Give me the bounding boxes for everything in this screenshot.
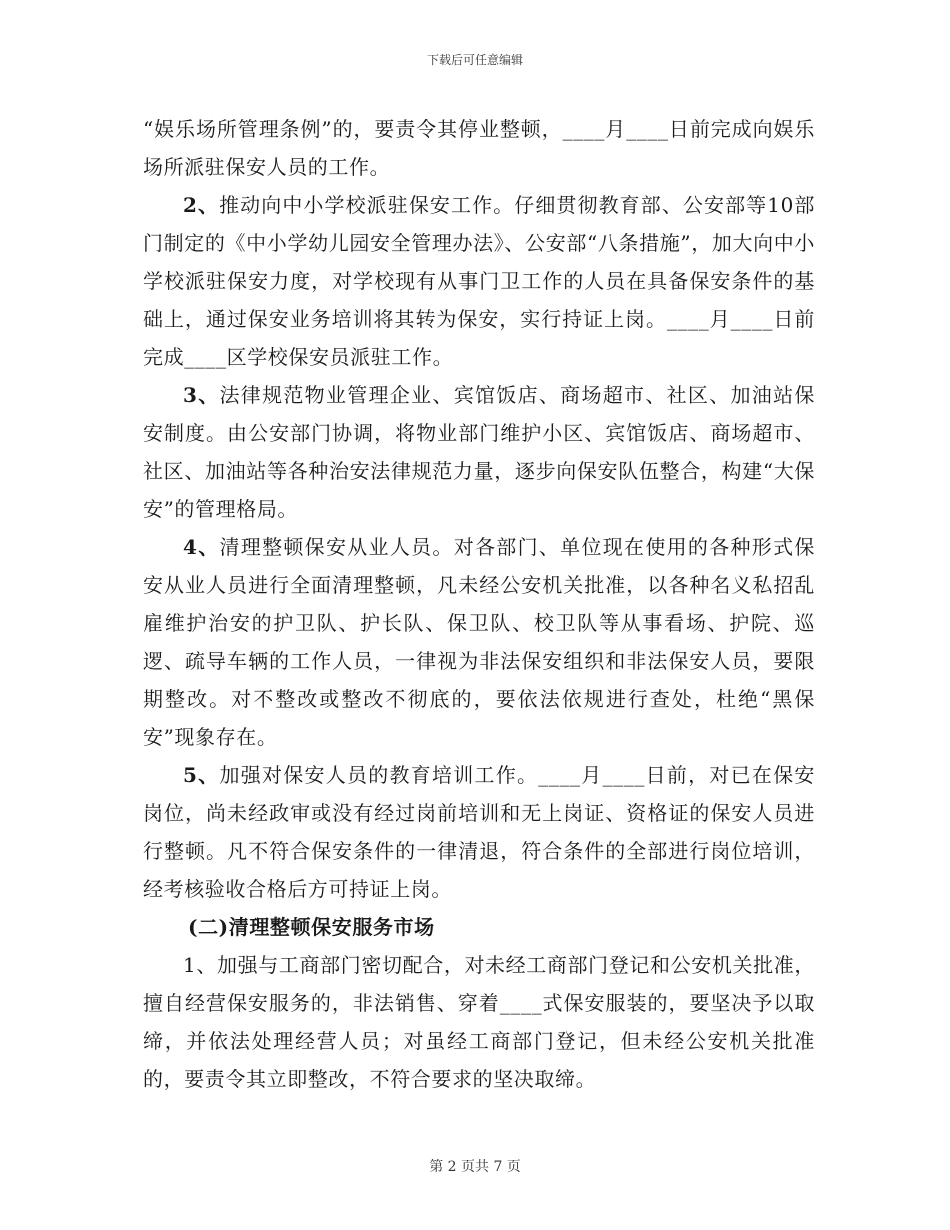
page-footer: 第 2 页共 7 页 <box>429 1159 521 1175</box>
item-number: 4、 <box>183 535 220 559</box>
item-text: 加强对保安人员的教育培训工作。____月____日前，对已在保安岗位，尚未经政审或没有经过岗前培训和无上岗证、资格证的保安人员进行整顿。凡不符合保安条件的一律清退，符合条件的全部进行岗位培训，经考核验收合格后方可持证上岗。 <box>143 763 815 901</box>
item-number: 5、 <box>183 763 220 787</box>
paragraph-item-2 <box>143 186 815 376</box>
paragraph-section-item-1: 1、加强与工商部门密切配合，对未经工商部门登记和公安机关批准，擅自经营保安服务的，非法销售、穿着____式保安服装的，要坚决予以取缔，并依法处理经营人员；对虽经工商部门登记，但未经公安机关批准的，要责令其立即整改，不符合要求的坚决取缔。 <box>143 953 815 1091</box>
paragraph-continued: “娱乐场所管理条例”的，要责令其停业整顿，____月____日前完成向娱乐场所派驻保安人员的工作。 <box>143 117 815 179</box>
paragraph-item-5 <box>143 756 815 908</box>
paragraph-item-3 <box>143 376 815 528</box>
document-body <box>143 110 815 1098</box>
paragraph-item-4 <box>143 528 815 756</box>
page-header: 下载后可任意编辑 <box>426 53 523 67</box>
item-text: 清理整顿保安从业人员。对各部门、单位现在使用的各种形式保安从业人员进行全面清理整顿，凡未经公安机关批准，以各种名义私招乱雇维护治安的护卫队、护长队、保卫队、校卫队等从事看场、护院、巡逻、疏导车辆的工作人员，一律视为非法保安组织和非法保安人员，要限期整改。对不整改或整改不彻底的，要依法依规进行查处，杜绝“黑保安”现象存在。 <box>143 535 815 749</box>
item-number: 2、 <box>183 193 220 217</box>
section-heading: (二)清理整顿保安服务市场 <box>188 915 435 939</box>
item-text: 法律规范物业管理企业、宾馆饭店、商场超市、社区、加油站保安制度。由公安部门协调，将物业部门维护小区、宾馆饭店、商场超市、社区、加油站等各种治安法律规范力量，逐步向保安队伍整合，构建“大保安”的管理格局。 <box>143 383 815 521</box>
item-text: 推动向中小学校派驻保安工作。仔细贯彻教育部、公安部等10部门制定的《中小学幼儿园安全管理办法》、公安部“八条措施”，加大向中小学校派驻保安力度，对学校现有从事门卫工作的人员在具备保安条件的基础上，通过保安业务培训将其转为保安，实行持证上岗。____月____日前完成____区学校保安员派驻工作。 <box>143 193 815 369</box>
item-number: 3、 <box>183 383 220 407</box>
